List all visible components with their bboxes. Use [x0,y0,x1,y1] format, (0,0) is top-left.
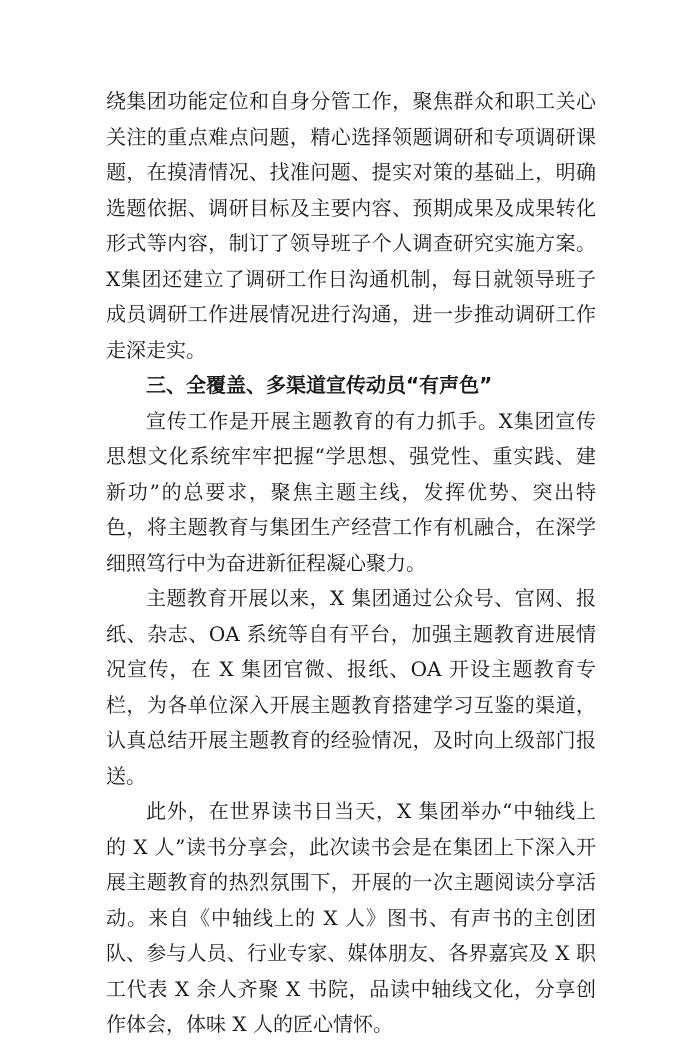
document-body [106,84,596,1043]
section-heading: 三、全覆盖、多渠道宣传动员“有声色” [146,373,493,397]
paragraph-propaganda-intro: 宣传工作是开展主题教育的有力抓手。X集团宣传思想文化系统牢牢把握“学思想、强党性、重实践、建新功”的总要求，聚焦主题主线，发挥优势、突出特色，将主题教育与集团生产经营工作有机融合，在深学细照笃行中为奋进新征程凝心聚力。 [106,408,596,575]
paragraph-platforms: 主题教育开展以来，X 集团通过公众号、官网、报纸、杂志、OA 系统等自有平台，加强主题教育进展情况宣传，在 X 集团官微、报纸、OA 开设主题教育专栏，为各单位深入开展主题教育搭建学习互鉴的渠道，认真总结开展主题教育的经验情况，及时向上级部门报送。 [106,586,596,788]
paragraph-continued: 绕集团功能定位和自身分管工作，聚焦群众和职工关心关注的重点难点问题，精心选择领题调研和专项调研课题，在摸清情况、找准问题、提实对策的基础上，明确选题依据、调研目标及主要内容、预期成果及成果转化形式等内容，制订了领导班子个人调查研究实施方案。X集团还建立了调研工作日沟通机制，每日就领导班子成员调研工作进展情况进行沟通，进一步推动调研工作走深走实。 [106,89,596,362]
paragraph-reading-event: 此外，在世界读书日当天，X 集团举办“中轴线上的 X 人”读书分享会，此次读书会是在集团上下深入开展主题教育的热烈氛围下，开展的一次主题阅读分享活动。来自《中轴线上的 X 人》图书、有声书的主创团队、参与人员、行业专家、媒体朋友、各界嘉宾及 X 职工代表 X 余人齐聚 X 书院，品读中轴线文化，分享创作体会，体味 X 人的匠心情怀。 [106,799,596,1036]
